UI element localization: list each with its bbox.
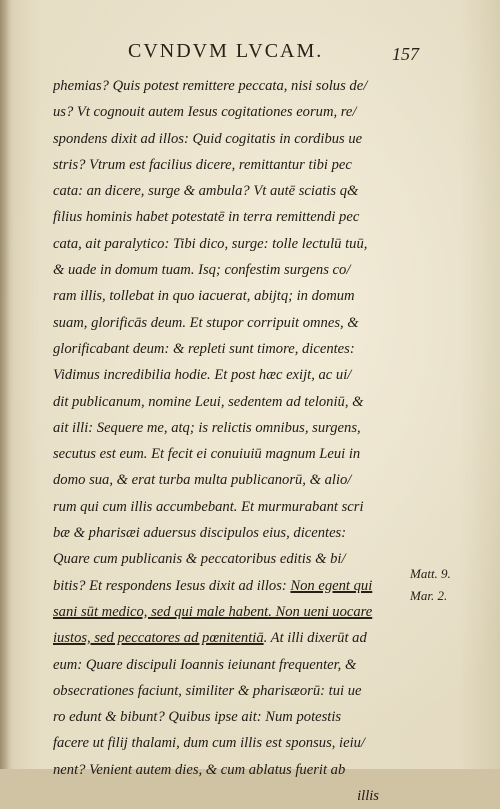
gutter-shadow bbox=[0, 0, 10, 769]
text-line-content: us? Vt cognouit autem Iesus cogitationes eorum, re/ bbox=[53, 104, 357, 121]
text-line bbox=[53, 257, 401, 283]
text-line-content: dit publicanum, nomine Leui, sedentem ad teloniū, & bbox=[53, 393, 364, 410]
text-line-content: illis bbox=[357, 788, 379, 805]
text-line bbox=[53, 573, 401, 599]
text-line bbox=[53, 757, 401, 783]
text-line bbox=[53, 415, 401, 441]
text-line bbox=[53, 99, 401, 125]
text-line bbox=[53, 336, 401, 362]
text-line-content: bitis? Et respondens Iesus dixit ad illos: bbox=[53, 577, 291, 594]
text-line-content: ro edunt & bibunt? Quibus ipse ait: Num potestis bbox=[53, 709, 342, 726]
text-line bbox=[53, 625, 401, 651]
text-line bbox=[53, 546, 401, 572]
text-line bbox=[53, 494, 401, 520]
text-line-content: rum qui cum illis accumbebant. Et murmurabant scri bbox=[53, 498, 364, 515]
text-line-content: facere ut filij thalami, dum cum illis est sponsus, ieiu/ bbox=[53, 735, 365, 752]
text-line bbox=[53, 362, 401, 388]
text-line-content: & uade in domum tuam. Isq; confestim surgens co/ bbox=[53, 262, 351, 279]
text-line-content: cata: an dicere, surge & ambula? Vt autē sciatis q& bbox=[53, 183, 359, 200]
text-line bbox=[53, 652, 401, 678]
text-line-content: stris? Vtrum est facilius dicere, remittantur tibi pec bbox=[53, 156, 352, 173]
text-line bbox=[53, 599, 401, 625]
marginal-note-mark: Mar. 2. bbox=[410, 588, 448, 603]
text-line bbox=[53, 178, 401, 204]
text-line-content: cata, ait paralytico: Tibi dico, surge: tolle lectulū tuū, bbox=[53, 235, 368, 252]
text-line bbox=[53, 283, 401, 309]
text-line bbox=[53, 730, 401, 756]
text-line-content: suam, glorificās deum. Et stupor corripuit omnes, & bbox=[53, 314, 359, 331]
text-line-content: phemias? Quis potest remittere peccata, nisi solus de/ bbox=[53, 78, 368, 94]
text-line-content: . At illi dixerūt ad bbox=[263, 630, 367, 647]
marginal-note-matthew: Matt. 9. bbox=[410, 566, 451, 581]
text-block bbox=[53, 73, 401, 809]
folio-number: 157 bbox=[392, 44, 419, 64]
text-line-content: Vidimus incredibilia hodie. Et post hæc exijt, ac ui/ bbox=[53, 367, 352, 384]
text-line bbox=[53, 231, 401, 257]
text-line bbox=[53, 152, 401, 178]
text-line-content: domo sua, & erat turba multa publicanorū, & alio/ bbox=[53, 472, 352, 489]
text-line-content: eum: Quare discipuli Ioannis ieiunant frequenter, & bbox=[53, 656, 357, 673]
underlined-text: sani sūt medico, sed qui male habent. Non ueni uocare bbox=[53, 603, 373, 620]
text-line-content: spondens dixit ad illos: Quid cogitatis in cordibus ue bbox=[53, 130, 363, 147]
text-line bbox=[53, 73, 401, 99]
text-line bbox=[53, 783, 401, 809]
text-line bbox=[53, 389, 401, 415]
text-line bbox=[53, 204, 401, 230]
text-line-content: ait illi: Sequere me, atq; is relictis omnibus, surgens, bbox=[53, 419, 361, 436]
text-line-content: nent? Venient autem dies, & cum ablatus fuerit ab bbox=[53, 761, 346, 778]
text-line-content: bæ & pharisæi aduersus discipulos eius, dicentes: bbox=[53, 525, 347, 542]
text-line bbox=[53, 441, 401, 467]
text-line bbox=[53, 310, 401, 336]
text-line bbox=[53, 704, 401, 730]
text-line-content: obsecrationes faciunt, similiter & pharisæorū: tui ue bbox=[53, 682, 362, 699]
text-line-content: ram illis, tollebat in quo iacuerat, abijtq; in domum bbox=[53, 288, 355, 305]
text-line bbox=[53, 678, 401, 704]
underlined-text: iustos, sed peccatores ad pœnitentiā bbox=[53, 630, 264, 647]
running-title: CVNDVM LVCAM. bbox=[128, 40, 324, 62]
text-line-content: filius hominis habet potestatē in terra remittendi pec bbox=[53, 209, 360, 226]
underlined-text: Non egent qui bbox=[290, 577, 373, 594]
text-line-content: secutus est eum. Et fecit ei conuiuiū magnum Leui in bbox=[53, 446, 361, 463]
text-line-content: Quare cum publicanis & peccatoribus editis & bi/ bbox=[53, 551, 346, 568]
text-line bbox=[53, 520, 401, 546]
text-line bbox=[53, 126, 401, 152]
text-line-content: glorificabant deum: & repleti sunt timore, dicentes: bbox=[53, 340, 355, 357]
text-line bbox=[53, 467, 401, 493]
